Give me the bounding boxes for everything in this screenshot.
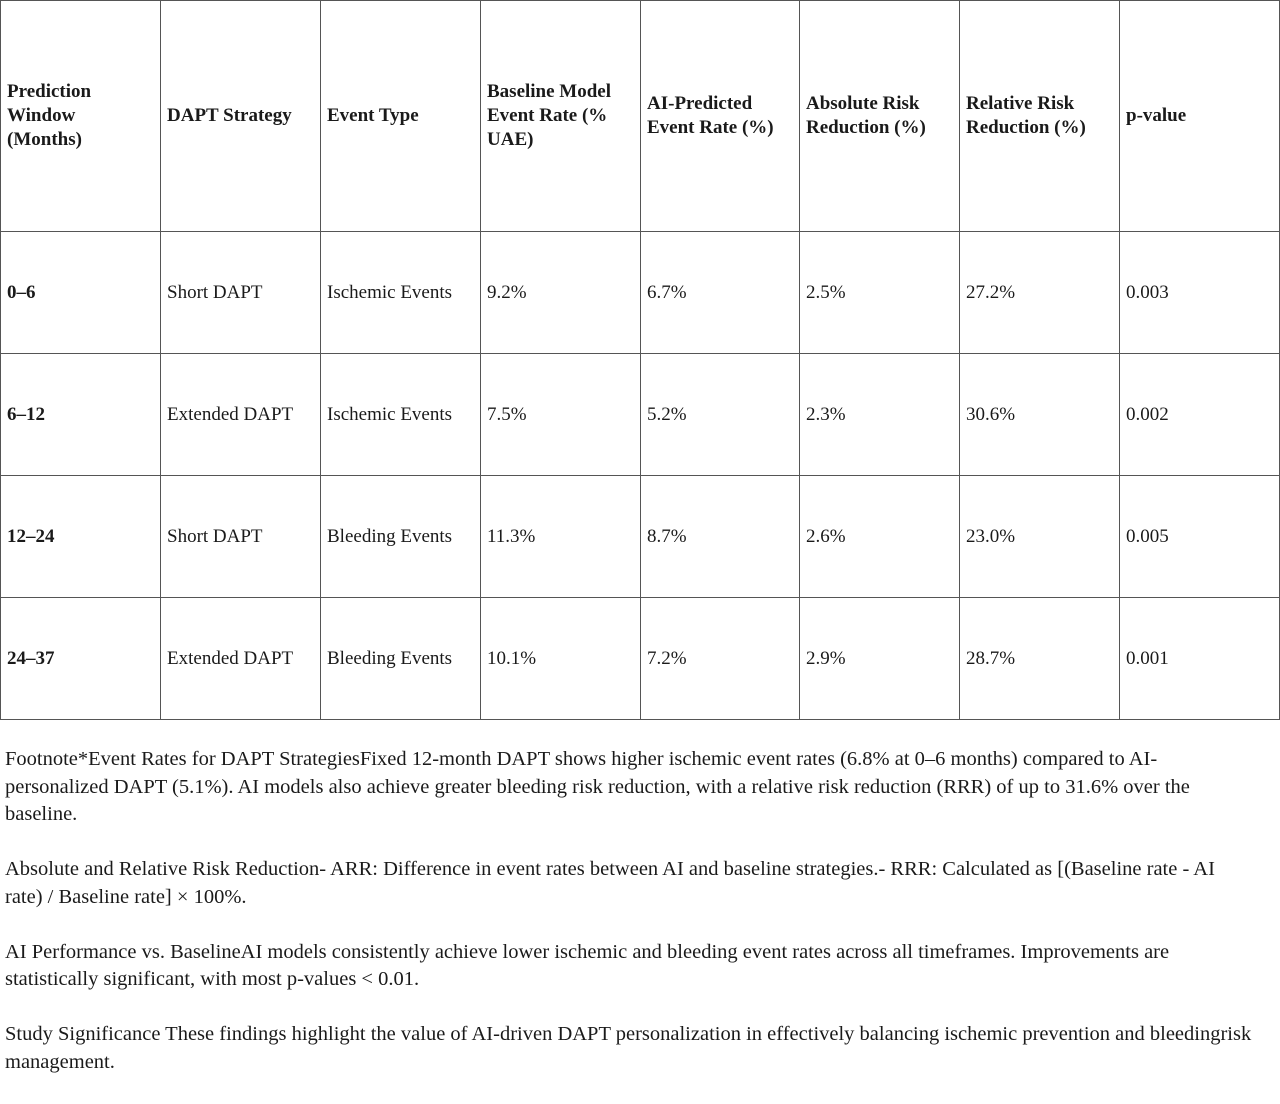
footnote-risk-reduction: Absolute and Relative Risk Reduction- ARR: Difference in event rates between AI and baseline strategies.- RRR: Calculated as [(Baseline rate - AI rate) / Baseline rate] × 100%.: [5, 858, 1215, 908]
cell-baseline-event-rate: 10.1%: [481, 598, 641, 720]
cell-dapt-strategy: Extended DAPT: [161, 354, 321, 476]
cell-relative-risk-reduction: 30.6%: [960, 354, 1120, 476]
cell-event-type: Bleeding Events: [321, 476, 481, 598]
table-header-row: [1, 1, 1280, 232]
cell-prediction-window: 24–37: [1, 598, 161, 720]
cell-absolute-risk-reduction: 2.9%: [800, 598, 960, 720]
cell-ai-predicted-event-rate: 6.7%: [641, 232, 800, 354]
cell-ai-predicted-event-rate: 8.7%: [641, 476, 800, 598]
cell-prediction-window: 12–24: [1, 476, 161, 598]
footnote-study-significance: Study Significance These findings highlight the value of AI-driven DAPT personalization in effectively balancing ischemic prevention and bleedingrisk management.: [5, 1023, 1252, 1073]
cell-prediction-window: 6–12: [1, 354, 161, 476]
footnote-ai-performance: AI Performance vs. BaselineAI models consistently achieve lower ischemic and bleeding event rates across all timeframes. Improvements are statistically significant, with most p-values < 0.01.: [5, 940, 1170, 990]
table-row: [1, 232, 1280, 354]
footnotes: [5, 746, 1255, 1104]
table-row: [1, 598, 1280, 720]
header-absolute-risk-reduction: Absolute Risk Reduction (%): [800, 1, 960, 232]
cell-absolute-risk-reduction: 2.3%: [800, 354, 960, 476]
header-baseline-event-rate: Baseline Model Event Rate (% UAE): [481, 1, 641, 232]
header-dapt-strategy: DAPT Strategy: [161, 1, 321, 232]
table-row: [1, 476, 1280, 598]
cell-dapt-strategy: Extended DAPT: [161, 598, 321, 720]
cell-prediction-window: 0–6: [1, 232, 161, 354]
cell-p-value: 0.002: [1120, 354, 1280, 476]
cell-relative-risk-reduction: 28.7%: [960, 598, 1120, 720]
cell-event-type: Ischemic Events: [321, 354, 481, 476]
cell-baseline-event-rate: 9.2%: [481, 232, 641, 354]
header-p-value: p-value: [1120, 1, 1280, 232]
cell-relative-risk-reduction: 23.0%: [960, 476, 1120, 598]
header-event-type: Event Type: [321, 1, 481, 232]
cell-absolute-risk-reduction: 2.5%: [800, 232, 960, 354]
cell-relative-risk-reduction: 27.2%: [960, 232, 1120, 354]
cell-p-value: 0.005: [1120, 476, 1280, 598]
header-prediction-window: Prediction Window (Months): [1, 1, 161, 232]
cell-ai-predicted-event-rate: 7.2%: [641, 598, 800, 720]
cell-absolute-risk-reduction: 2.6%: [800, 476, 960, 598]
footnote-event-rates: Footnote*Event Rates for DAPT StrategiesFixed 12-month DAPT shows higher ischemic event rates (6.8% at 0–6 months) compared to AI-personalized DAPT (5.1%). AI models also achieve greater bleeding risk reduction, with a relative risk reduction (RRR) of up to 31.6% over the baseline.: [5, 748, 1190, 825]
cell-dapt-strategy: Short DAPT: [161, 232, 321, 354]
header-relative-risk-reduction: Relative Risk Reduction (%): [960, 1, 1120, 232]
header-ai-predicted-event-rate: AI-Predicted Event Rate (%): [641, 1, 800, 232]
cell-event-type: Bleeding Events: [321, 598, 481, 720]
table-row: [1, 354, 1280, 476]
cell-p-value: 0.001: [1120, 598, 1280, 720]
cell-p-value: 0.003: [1120, 232, 1280, 354]
cell-baseline-event-rate: 11.3%: [481, 476, 641, 598]
cell-baseline-event-rate: 7.5%: [481, 354, 641, 476]
cell-ai-predicted-event-rate: 5.2%: [641, 354, 800, 476]
cell-dapt-strategy: Short DAPT: [161, 476, 321, 598]
cell-event-type: Ischemic Events: [321, 232, 481, 354]
